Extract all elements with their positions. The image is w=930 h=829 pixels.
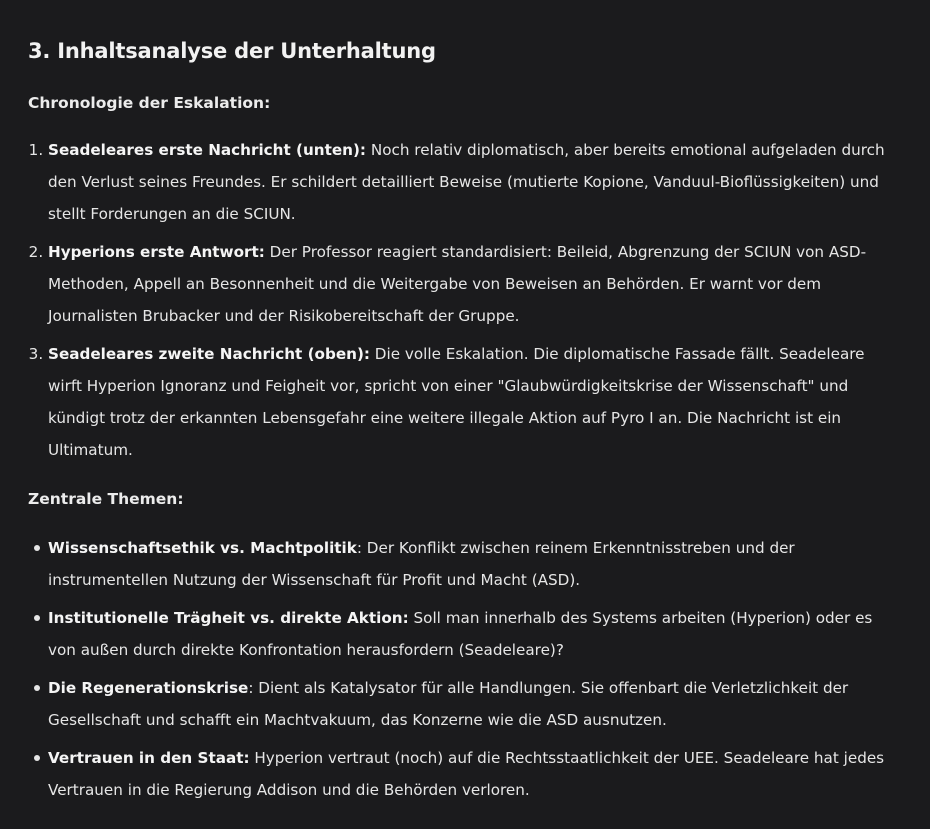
chronology-item [48, 338, 902, 466]
chronology-item-title: Hyperions erste Antwort: [48, 243, 265, 261]
chronology-item-title: Seadeleares zweite Nachricht (oben): [48, 345, 370, 363]
theme-item-text: : Dient als Katalysator für alle Handlungen. Sie offenbart die Verletzlichkeit der Gesellschaft und schafft ein Machtvakuum, das Konzerne wie die ASD ausnutzen. [48, 679, 849, 729]
chronology-item-title: Seadeleares erste Nachricht (unten): [48, 141, 366, 159]
chronology-item [48, 134, 902, 230]
chronology-list [28, 134, 902, 466]
chronology-heading: Chronologie der Eskalation: [28, 94, 271, 112]
theme-item [48, 602, 902, 666]
theme-item-title: Die Regenerationskrise [48, 679, 249, 697]
section-title: 3. Inhaltsanalyse der Unterhaltung [28, 39, 436, 63]
theme-item [48, 742, 902, 806]
themes-list [28, 532, 902, 806]
theme-item-text: Hyperion vertraut (noch) auf die Rechtsstaatlichkeit der UEE. Seadeleare hat jedes Vertrauen in die Regierung Addison und die Behörden verloren. [48, 749, 885, 799]
theme-item [48, 532, 902, 596]
chronology-item-text: Der Professor reagiert standardisiert: Beileid, Abgrenzung der SCIUN von ASD-Methoden, Appell an Besonnenheit und die Weitergabe von Beweisen an Behörden. Er warnt vor dem Journalisten Brubacker und der Risikobereitschaft der Gruppe. [48, 243, 867, 325]
chronology-item [48, 236, 902, 332]
theme-item-title: Wissenschaftsethik vs. Machtpolitik [48, 539, 357, 557]
theme-item [48, 672, 902, 736]
themes-heading: Zentrale Themen: [28, 490, 184, 508]
theme-item-text: Soll man innerhalb des Systems arbeiten (Hyperion) oder es von außen durch direkte Konfrontation herausfordern (Seadeleare)? [48, 609, 873, 659]
theme-item-title: Institutionelle Trägheit vs. direkte Aktion: [48, 609, 409, 627]
theme-item-text: : Der Konflikt zwischen reinem Erkenntnisstreben und der instrumentellen Nutzung der Wissenschaft für Profit und Macht (ASD). [48, 539, 795, 589]
chronology-item-text: Noch relativ diplomatisch, aber bereits emotional aufgeladen durch den Verlust seines Freundes. Er schildert detailliert Beweise (mutierte Kopione, Vanduul-Bioflüssigkeiten) und stellt Forderungen an die SCIUN. [48, 141, 885, 223]
theme-item-title: Vertrauen in den Staat: [48, 749, 250, 767]
chronology-item-text: Die volle Eskalation. Die diplomatische Fassade fällt. Seadeleare wirft Hyperion Ignoranz und Feigheit vor, spricht von einer "Glaubwürdigkeitskrise der Wissenschaft" und kündigt trotz der erkannten Lebensgefahr eine weitere illegale Aktion auf Pyro I an. Die Nachricht ist ein Ultimatum. [48, 345, 865, 459]
